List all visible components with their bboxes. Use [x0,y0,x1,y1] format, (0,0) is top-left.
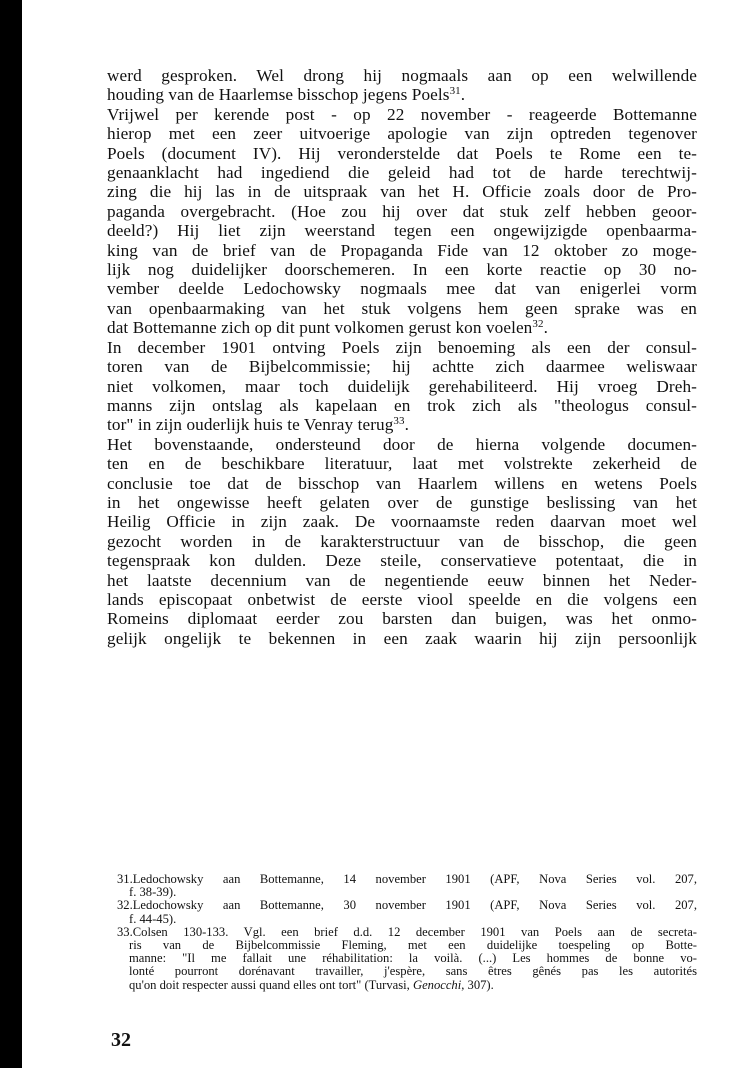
footnote-line: 33.Colsen 130-133. Vgl. een brief d.d. 12 december 1901 van Poels aan de secreta- [117,924,697,939]
text-line: lijk nog duidelijker doorschemeren. In een korte reactie op 30 no- [107,260,697,280]
footnote-line: 31.Ledochowsky aan Bottemanne, 14 november 1901 (APF, Nova Series vol. 207, [117,872,697,886]
footnote-line: 32.Ledochowsky aan Bottemanne, 30 november 1901 (APF, Nova Series vol. 207, [117,898,697,913]
text-line: in het ongewisse heeft gelaten over de gunstige beslissing van het [107,492,697,512]
text-line: vember deelde Ledochowsky nogmaals mee dat van enigerlei vorm [107,279,697,299]
text-line: van openbaarmaking van het stuk volgens hem geen sprake was en [107,298,697,318]
text-line: het laatste decennium van de negentiende eeuw binnen het Neder- [107,570,697,590]
footnotes [117,873,697,992]
footnote-line: ris van de Bijbelcommissie Fleming, met een duidelijke toespeling op Botte- [129,938,697,953]
text-line: houding van de Haarlemse bisschop jegens Poels$^{31}$. [107,85,466,105]
footnote-line: manne: "Il me fallait une réhabilitation: la voilà. (...) Les hommes de bonne vo- [129,951,697,966]
text-line: conclusie toe dat de bisschop van Haarlem willens en wetens Poels [107,473,697,493]
text-line: hierop met een zeer uitvoerige apologie van zijn optreden tegenover [107,124,697,144]
footnote-title-italic: Genocchi [412,977,462,992]
scan-edge-bar [0,0,22,1068]
footnote-line: lonté pourront dorénavant travailler, j'espère, sans êtres gênés pas les autorités [129,964,697,979]
text-line: gelijk ongelijk te bekennen in een zaak waarin hij zijn persoonlijk [107,628,697,648]
footnote-ref-31[interactable]: 31 [449,85,461,98]
text-line: tor" in zijn ouderlijk huis te Venray terug$^{33}$. [107,415,410,435]
text-line: Het bovenstaande, ondersteund door de hierna volgende documen- [107,434,697,454]
footnote-line: qu'on doit respecter aussi quand elles ont tort" (Turvasi, Genocchi, 307). [129,977,494,992]
text-line: In december 1901 ontving Poels zijn benoeming als een der consul- [107,337,697,357]
text-line: zing die hij las in de uitspraak van het H. Officie zoals door de Pro- [107,182,697,202]
footnote-line: f. 44-45). [129,911,177,926]
text-line: genaanklacht had ingediend die geleid had tot de harde terechtwij- [107,163,697,183]
text-line: Romeins diplomaat eerder zou barsten dan buigen, was het onmo- [107,609,697,629]
text-line: Vrijwel per kerende post - op 22 november - reageerde Bottemanne [107,104,697,124]
text-line: gezocht worden in de karakterstructuur van de bisschop, die geen [107,531,697,551]
page-number: 32 [111,1029,131,1051]
text-line: king van de brief van de Propaganda Fide van 12 oktober zo moge- [107,240,697,260]
footnote-33 [117,926,697,992]
body-text [107,66,697,648]
text-line: Poels (document IV). Hij veronderstelde dat Poels te Rome een te- [107,143,697,163]
text-line: toren van de Bijbelcommissie; hij achtte zich daarmee weliswaar [107,357,697,377]
text-line: lands episcopaat onbetwist de eerste viool speelde en die volgens een [107,589,697,609]
footnote-line: f. 38-39). [129,885,177,900]
text-line: Heilig Officie in zijn zaak. De voornaamste reden daarvan moet wel [107,512,697,532]
footnote-ref-33[interactable]: 33 [393,415,405,428]
footnote-ref-32[interactable]: 32 [532,318,544,331]
footnote-31 [117,873,697,899]
footnote-32 [117,899,697,925]
text-line: tegenspraak kon dulden. Deze steile, conservatieve potentaat, die in [107,551,697,571]
text-line: deeld?) Hij liet zijn weerstand tegen een ongewijzigde openbaarma- [107,221,697,241]
text-line: niet volkomen, maar toch duidelijk gerehabiliteerd. Hij vroeg Dreh- [107,376,697,396]
text-line: dat Bottemanne zich op dit punt volkomen gerust kon voelen$^{32}$. [107,318,548,338]
text-line: ten en de beschikbare literatuur, laat met volstrekte zekerheid de [107,454,697,474]
text-line: manns zijn ontslag als kapelaan en trok zich als "theologus consul- [107,395,697,415]
text-line: werd gesproken. Wel drong hij nogmaals aan op een welwillende [107,66,697,85]
text-line: paganda overgebracht. (Hoe zou hij over dat stuk zelf hebben geoor- [107,201,697,221]
